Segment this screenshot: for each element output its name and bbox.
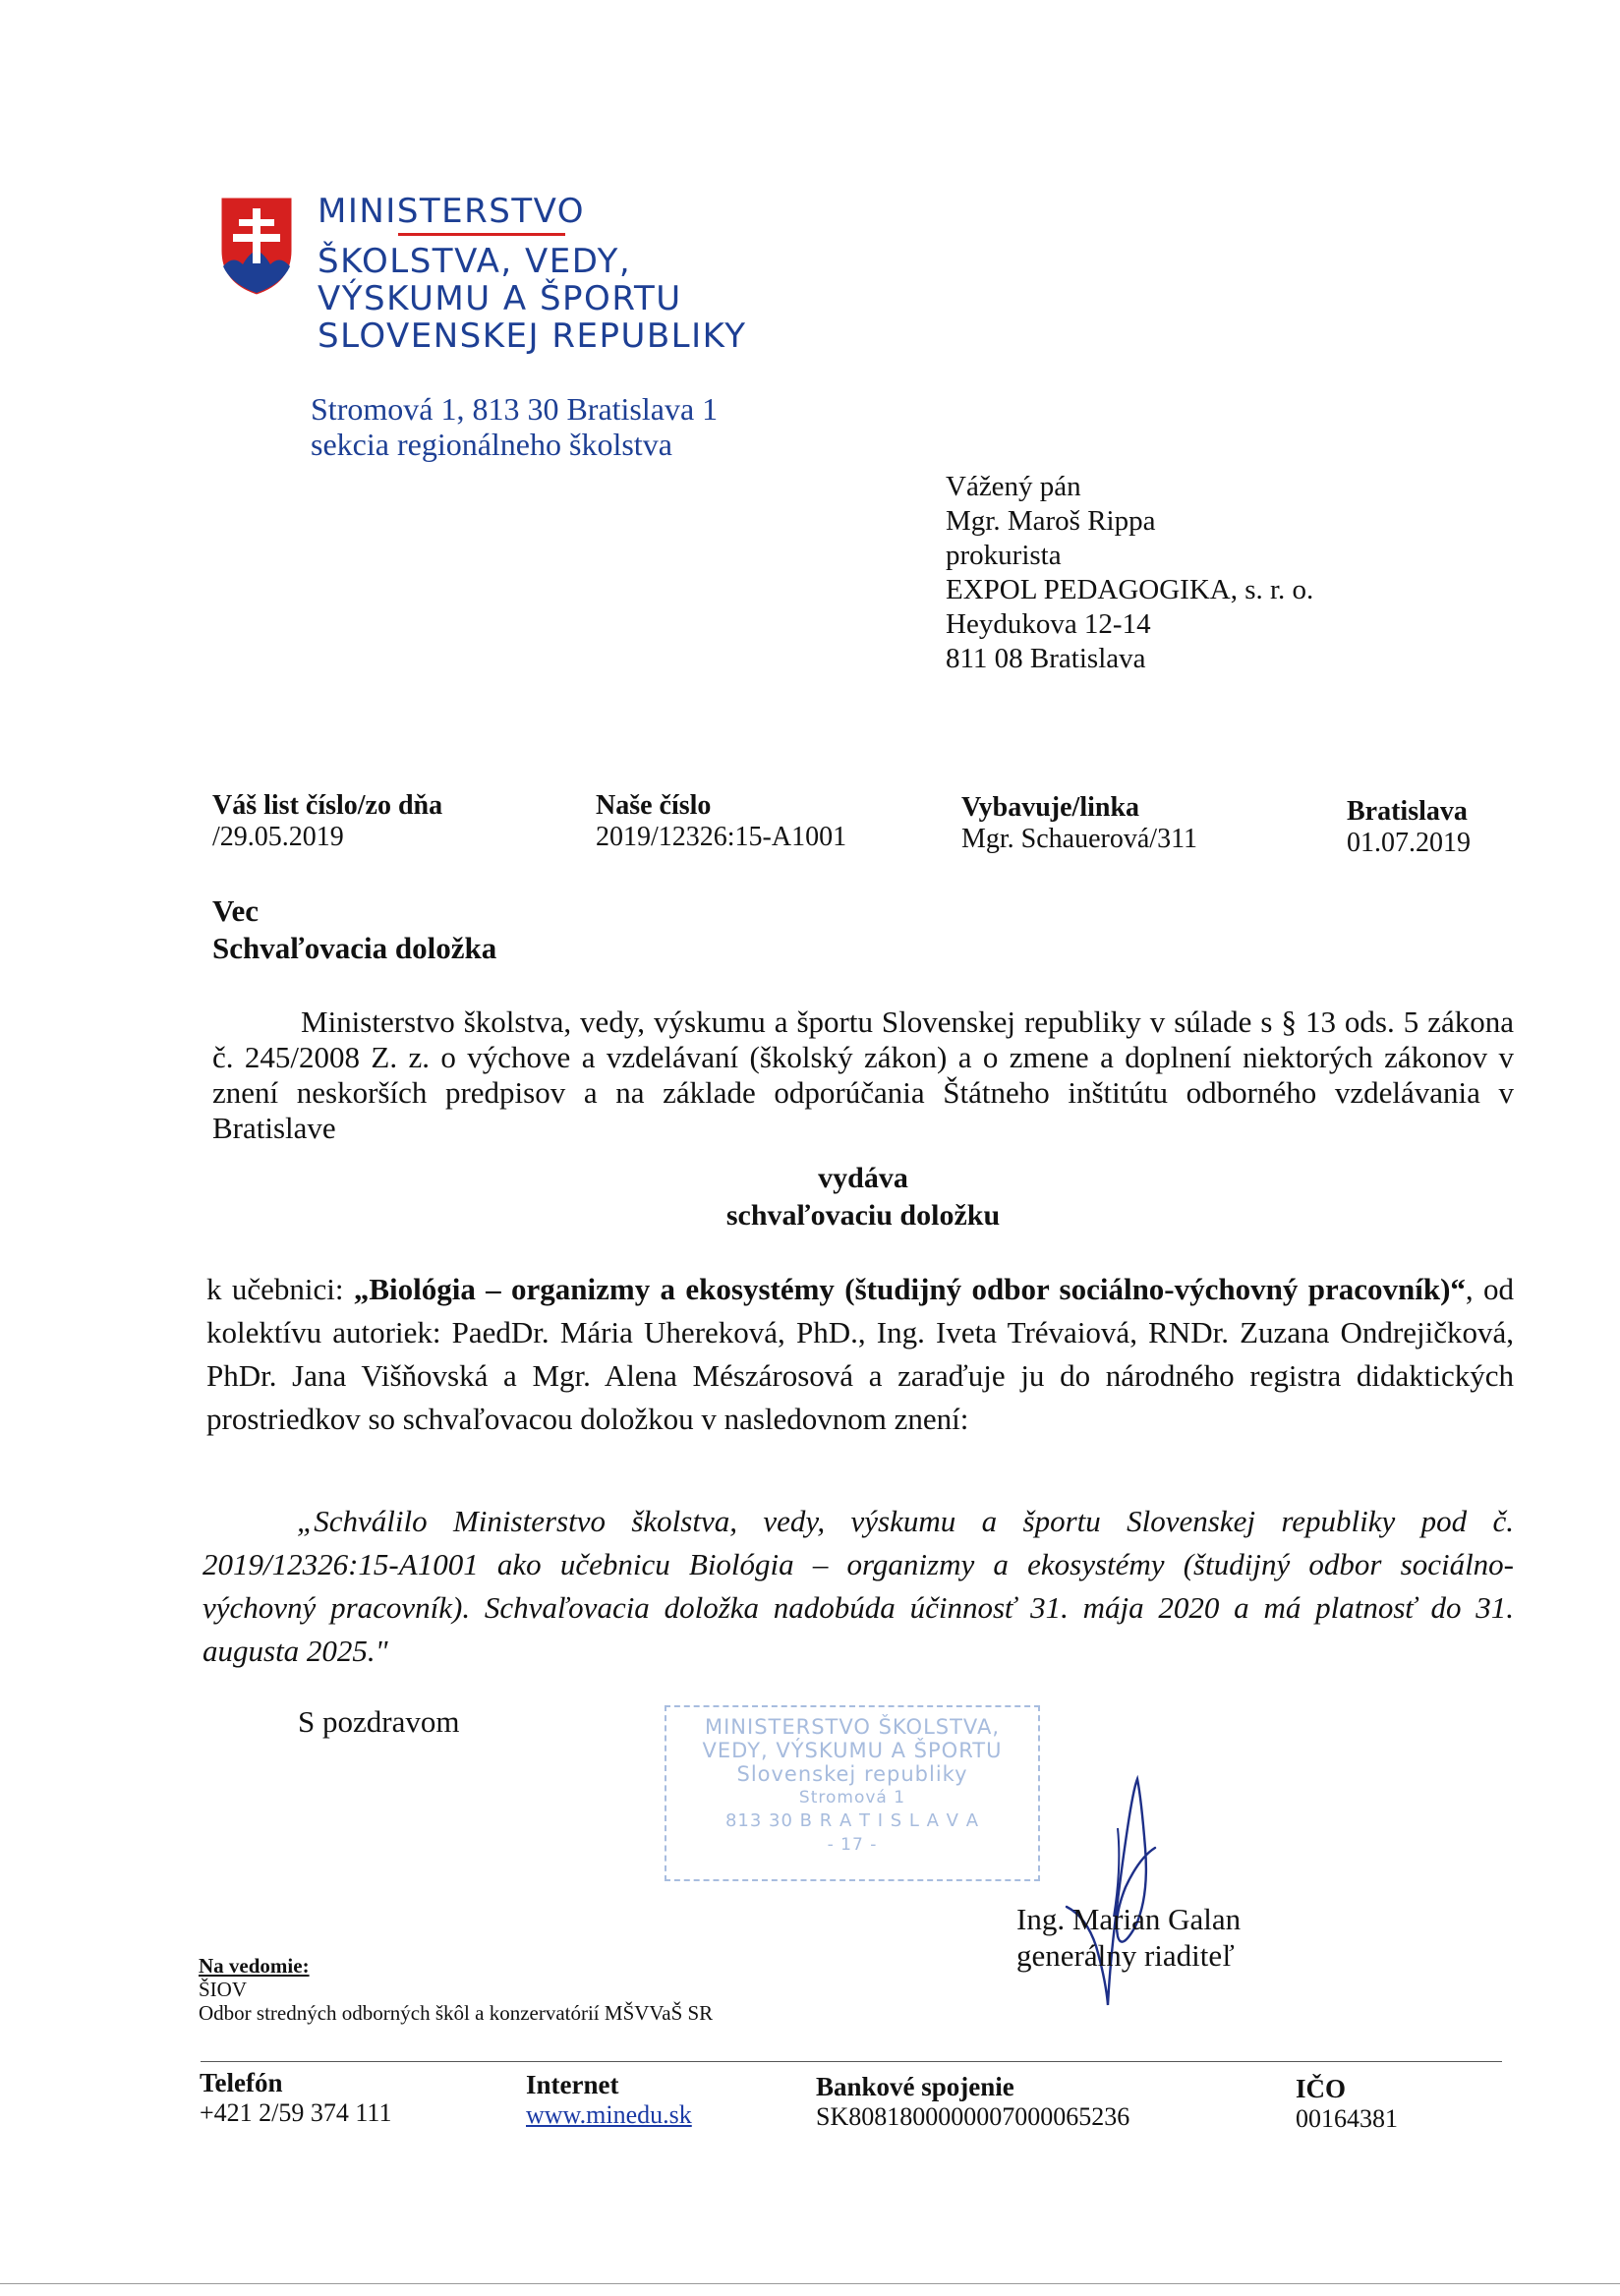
stamp-line5: 813 30 B R A T I S L A V A: [724, 1810, 980, 1831]
handled-by-label: Vybavuje/linka: [961, 792, 1140, 823]
phone-value: +421 2/59 374 111: [200, 2098, 392, 2127]
recipient-street: Heydukova 12-14: [946, 608, 1151, 640]
handled-by-value: Mgr. Schauerová/311: [961, 824, 1198, 854]
ministry-name-line3: VÝSKUMU A ŠPORTU: [318, 279, 682, 318]
bank-value: SK8081800000007000065236: [816, 2102, 1130, 2131]
ministry-name-line4: SLOVENSKEJ REPUBLIKY: [318, 316, 747, 356]
textbook-title: „Biológia – organizmy a ekosystémy (študijný odbor sociálno-výchovný pracovník)“: [353, 1272, 1466, 1306]
ministry-section: sekcia regionálneho školstva: [311, 427, 672, 462]
letter-date: 01.07.2019: [1347, 828, 1471, 858]
internet-label: Internet: [526, 2070, 619, 2099]
recipient-company: EXPOL PEDAGOGIKA, s. r. o.: [946, 574, 1314, 605]
ministry-address: Stromová 1, 813 30 Bratislava 1: [311, 391, 719, 427]
authors-text: , od kolektívu autoriek: PaedDr. Mária Uhereková, PhD., Ing. Iveta Trévaiová, RNDr. Zuzana Ondrejičková, PhDr. Jana Višňovská a Mgr. Alena Mészárosová a zaraďuje ju do národného registra didaktických prostriedkov so schvaľovacou doložkou v nasledovnom znení:: [206, 1272, 1515, 1436]
scan-bottom-edge: [0, 2283, 1620, 2284]
notice-department: Odbor stredných odborných škôl a konzervatórií MŠVVaŠ SR: [199, 2001, 714, 2025]
issues-heading: vydáva: [818, 1162, 908, 1194]
body-paragraph-2: [206, 1268, 1514, 1441]
phone-label: Telefón: [200, 2068, 283, 2097]
footer-divider: [201, 2061, 1502, 2062]
stamp-line6: - 17 -: [827, 1835, 878, 1855]
our-number-value: 2019/12326:15-A1001: [596, 822, 847, 852]
your-letter-label: Váš list číslo/zo dňa: [212, 790, 443, 821]
our-number-label: Naše číslo: [596, 790, 712, 821]
stamp-line3: Slovenskej republiky: [736, 1762, 968, 1786]
recipient-name: Mgr. Maroš Rippa: [946, 505, 1156, 537]
signatory-title: generálny riaditeľ: [1016, 1938, 1235, 1973]
ministry-name-line2: ŠKOLSTVA, VEDY,: [318, 242, 632, 281]
approval-clause-quote: „Schválilo Ministerstvo školstva, vedy, výskumu a športu Slovenskej republiky pod č. 2019/12326:15-A1001 ako učebnicu Biológia – organizmy a ekosystémy (študijný odbor sociálno-výchovný pracovník). Schvaľovacia doložka nadobúda účinnosť 31. mája 2020 a má platnosť do 31. augusta 2025.": [202, 1504, 1514, 1668]
ico-label: IČO: [1296, 2074, 1347, 2103]
your-letter-value: /29.05.2019: [212, 822, 344, 852]
stamp-line2: VEDY, VÝSKUMU A ŠPORTU: [702, 1739, 1003, 1762]
recipient-block: [946, 470, 1313, 676]
coat-of-arms-logo: [217, 194, 296, 303]
ministry-name-line1: MINISTERSTVO: [318, 192, 586, 231]
place-label: Bratislava: [1347, 796, 1468, 827]
website-link[interactable]: www.minedu.sk: [526, 2100, 692, 2129]
stamp-line4: Stromová 1: [798, 1788, 906, 1808]
subject-text: Schvaľovacia doložka: [212, 931, 497, 965]
body-paragraph-1: Ministerstvo školstva, vedy, výskumu a športu Slovenskej republiky v súlade s § 13 ods. 5 zákona č. 245/2008 Z. z. o výchove a vzdelávaní (školský zákon) a o zmene a doplnení niektorých zákonov v znení neskorších predpisov a na základe odporúčania Štátneho inštitútu odborného vzdelávania v Bratislave: [212, 1004, 1514, 1145]
clause-heading: schvaľovaciu doložku: [725, 1199, 1001, 1232]
recipient-role: prokurista: [946, 540, 1062, 571]
signatory-name: Ing. Marian Galan: [1016, 1902, 1242, 1936]
textbook-intro: k učebnici:: [206, 1272, 354, 1306]
bank-label: Bankové spojenie: [816, 2072, 1014, 2101]
recipient-salutation: Vážený pán: [946, 471, 1081, 502]
notice-siov: ŠIOV: [199, 1978, 248, 2001]
header-red-rule: [398, 233, 565, 236]
ico-value: 00164381: [1296, 2104, 1398, 2133]
recipient-city: 811 08 Bratislava: [946, 643, 1146, 674]
subject-label: Vec: [212, 893, 260, 928]
notice-label: Na vedomie:: [199, 1954, 310, 1978]
handwritten-signature: [1057, 1769, 1165, 2020]
stamp-line1: MINISTERSTVO ŠKOLSTVA,: [705, 1715, 1000, 1739]
official-stamp: [665, 1705, 1040, 1881]
greeting: S pozdravom: [298, 1704, 460, 1739]
